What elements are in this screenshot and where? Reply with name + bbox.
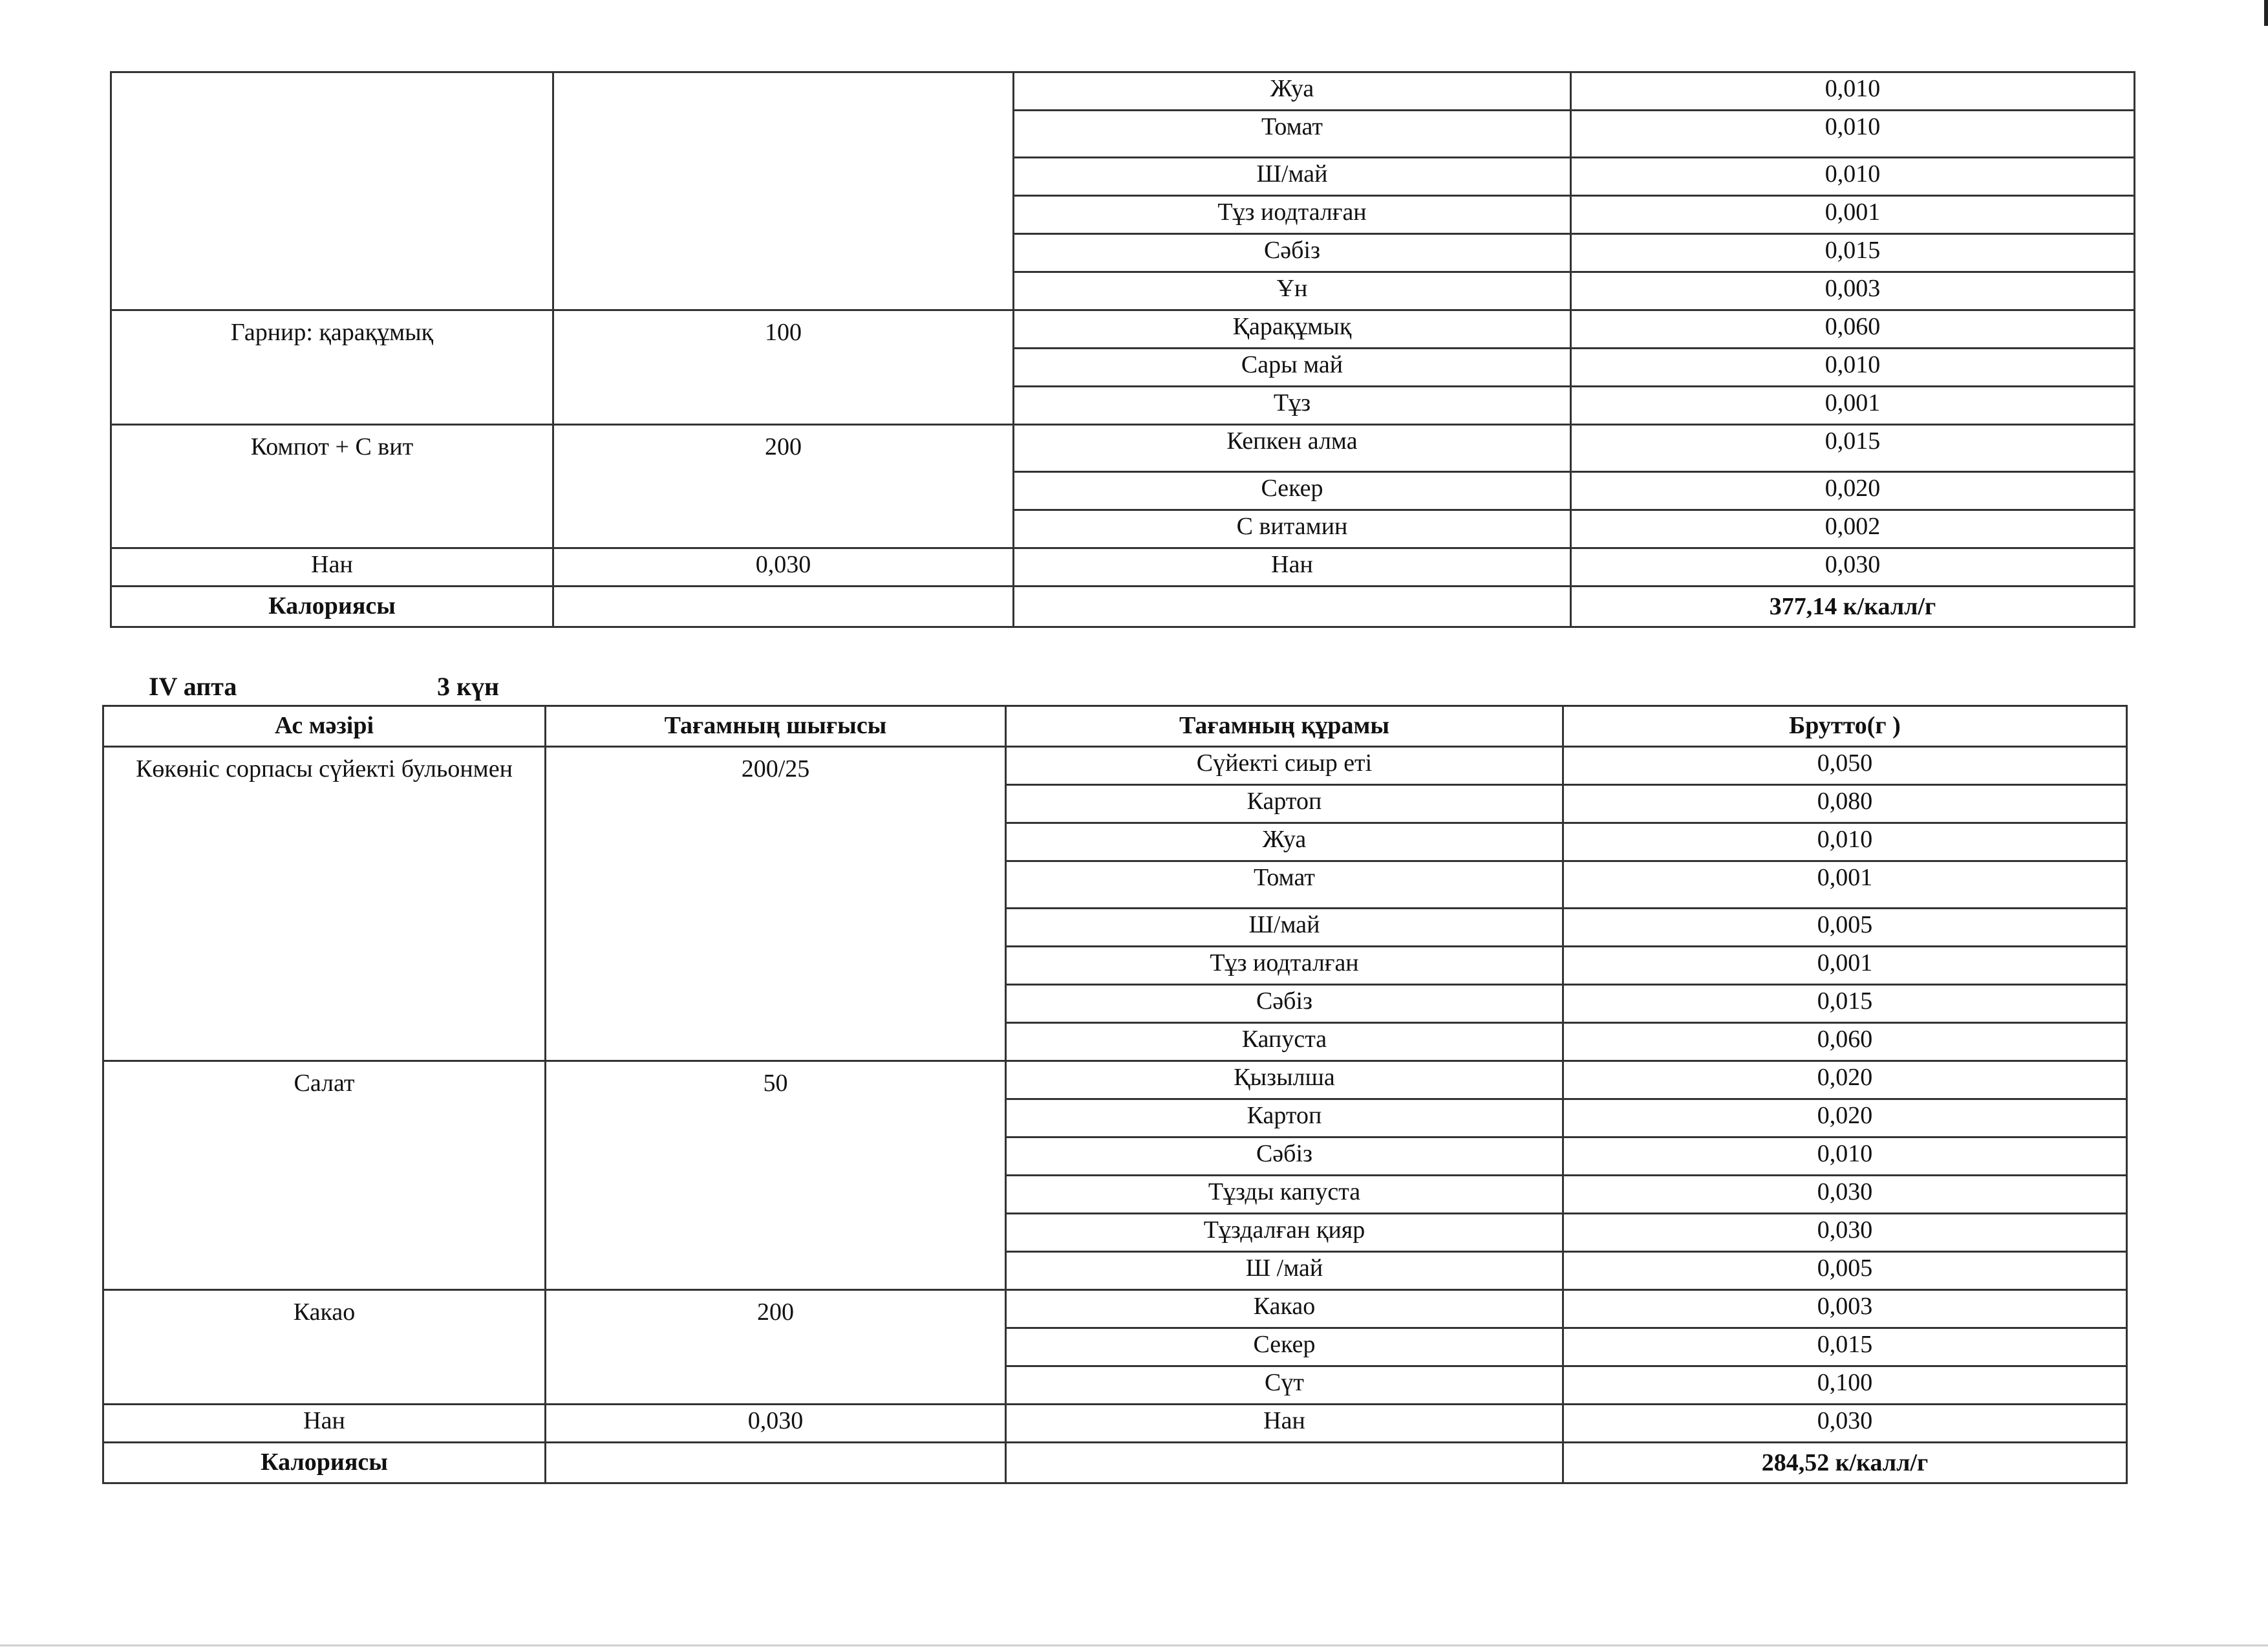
calories-row	[103, 1443, 2127, 1483]
header-brutto: Брутто(г )	[1563, 706, 2127, 747]
header-row	[103, 706, 2127, 747]
calories-row	[111, 587, 2135, 627]
dish-name-cell: Нан	[103, 1405, 546, 1443]
brutto-cell: 0,020	[1563, 1061, 2127, 1099]
brutto-cell: 0,001	[1563, 947, 2127, 985]
brutto-cell: 0,005	[1563, 1252, 2127, 1290]
brutto-cell: 0,001	[1571, 196, 2135, 234]
menu-table-continued	[110, 71, 2135, 628]
ingredient-cell: Ұн	[1014, 272, 1571, 310]
ingredient-cell: Капуста	[1006, 1023, 1563, 1061]
dish-name-cell: Гарнир: қарақұмық	[111, 310, 553, 425]
dish-name-cell: Нан	[111, 548, 553, 587]
brutto-cell: 0,050	[1563, 747, 2127, 785]
brutto-cell: 0,002	[1571, 510, 2135, 548]
brutto-cell: 0,010	[1571, 349, 2135, 387]
table-row	[111, 72, 2135, 111]
brutto-cell: 0,030	[1563, 1405, 2127, 1443]
dish-name-cell: Какао	[103, 1290, 546, 1405]
brutto-cell: 0,020	[1563, 1099, 2127, 1137]
calories-value: 377,14 к/калл/г	[1571, 587, 2135, 627]
brutto-cell: 0,060	[1571, 310, 2135, 349]
ingredient-cell: Картоп	[1006, 785, 1563, 823]
table-row	[103, 1061, 2127, 1099]
ingredient-cell: Секер	[1006, 1328, 1563, 1366]
table-row	[111, 548, 2135, 587]
dish-output-cell: 50	[546, 1061, 1006, 1290]
dish-cell-empty	[111, 72, 553, 310]
calories-value: 284,52 к/калл/г	[1563, 1443, 2127, 1483]
week-label: IV апта	[149, 672, 237, 701]
empty-cell	[553, 587, 1014, 627]
ingredient-cell: Қарақұмық	[1014, 310, 1571, 349]
ingredient-cell: Қызылша	[1006, 1061, 1563, 1099]
table-row	[103, 1290, 2127, 1328]
page-edge-line	[0, 1644, 2268, 1646]
brutto-cell: 0,001	[1563, 861, 2127, 909]
brutto-cell: 0,030	[1563, 1214, 2127, 1252]
table-row	[103, 747, 2127, 785]
dish-name-cell: Салат	[103, 1061, 546, 1290]
dish-name-cell: Көкөніс сорпасы сүйекті бульонмен	[103, 747, 546, 1061]
ingredient-cell: Томат	[1006, 861, 1563, 909]
ingredient-cell: Тұз	[1014, 387, 1571, 425]
brutto-cell: 0,010	[1571, 111, 2135, 158]
scan-edge-mark	[2264, 0, 2268, 26]
brutto-cell: 0,010	[1571, 158, 2135, 196]
table-row	[103, 1405, 2127, 1443]
brutto-cell: 0,003	[1571, 272, 2135, 310]
output-cell-empty	[553, 72, 1014, 310]
dish-output-cell: 0,030	[546, 1405, 1006, 1443]
ingredient-cell: С витамин	[1014, 510, 1571, 548]
ingredient-cell: Сәбіз	[1006, 1137, 1563, 1176]
ingredient-cell: Нан	[1006, 1405, 1563, 1443]
dish-output-cell: 200	[553, 425, 1014, 548]
ingredient-cell: Тұзды капуста	[1006, 1176, 1563, 1214]
brutto-cell: 0,030	[1563, 1176, 2127, 1214]
header-composition: Тағамның құрамы	[1006, 706, 1563, 747]
brutto-cell: 0,015	[1571, 425, 2135, 472]
dish-name-cell: Компот + С вит	[111, 425, 553, 548]
brutto-cell: 0,020	[1571, 472, 2135, 510]
brutto-cell: 0,010	[1563, 823, 2127, 861]
ingredient-cell: Тұздалған қияр	[1006, 1214, 1563, 1252]
dish-output-cell: 0,030	[553, 548, 1014, 587]
dish-output-cell: 200	[546, 1290, 1006, 1405]
ingredient-cell: Нан	[1014, 548, 1571, 587]
brutto-cell: 0,080	[1563, 785, 2127, 823]
brutto-cell: 0,030	[1571, 548, 2135, 587]
menu-table-day3	[102, 705, 2128, 1484]
ingredient-cell: Ш /май	[1006, 1252, 1563, 1290]
ingredient-cell: Тұз иодталған	[1006, 947, 1563, 985]
ingredient-cell: Сүт	[1006, 1366, 1563, 1405]
ingredient-cell: Ш/май	[1014, 158, 1571, 196]
ingredient-cell: Картоп	[1006, 1099, 1563, 1137]
ingredient-cell: Сәбіз	[1014, 234, 1571, 272]
brutto-cell: 0,060	[1563, 1023, 2127, 1061]
brutto-cell: 0,015	[1563, 1328, 2127, 1366]
ingredient-cell: Сәбіз	[1006, 985, 1563, 1023]
dish-output-cell: 200/25	[546, 747, 1006, 1061]
brutto-cell: 0,003	[1563, 1290, 2127, 1328]
brutto-cell: 0,100	[1563, 1366, 2127, 1405]
header-menu: Ас мәзірі	[103, 706, 546, 747]
ingredient-cell: Жуа	[1014, 72, 1571, 111]
ingredient-cell: Секер	[1014, 472, 1571, 510]
table-row	[111, 310, 2135, 349]
header-output: Тағамның шығысы	[546, 706, 1006, 747]
brutto-cell: 0,015	[1563, 985, 2127, 1023]
ingredient-cell: Жуа	[1006, 823, 1563, 861]
ingredient-cell: Какао	[1006, 1290, 1563, 1328]
ingredient-cell: Тұз иодталған	[1014, 196, 1571, 234]
day-label: 3 күн	[437, 672, 500, 701]
ingredient-cell: Кепкен алма	[1014, 425, 1571, 472]
ingredient-cell: Томат	[1014, 111, 1571, 158]
ingredient-cell: Сары май	[1014, 349, 1571, 387]
dish-output-cell: 100	[553, 310, 1014, 425]
ingredient-cell: Сүйекті сиыр еті	[1006, 747, 1563, 785]
calories-label: Калориясы	[103, 1443, 546, 1483]
calories-label: Калориясы	[111, 587, 553, 627]
brutto-cell: 0,015	[1571, 234, 2135, 272]
brutto-cell: 0,005	[1563, 909, 2127, 947]
empty-cell	[1006, 1443, 1563, 1483]
empty-cell	[546, 1443, 1006, 1483]
brutto-cell: 0,001	[1571, 387, 2135, 425]
table-row	[111, 425, 2135, 472]
empty-cell	[1014, 587, 1571, 627]
ingredient-cell: Ш/май	[1006, 909, 1563, 947]
brutto-cell: 0,010	[1563, 1137, 2127, 1176]
brutto-cell: 0,010	[1571, 72, 2135, 111]
